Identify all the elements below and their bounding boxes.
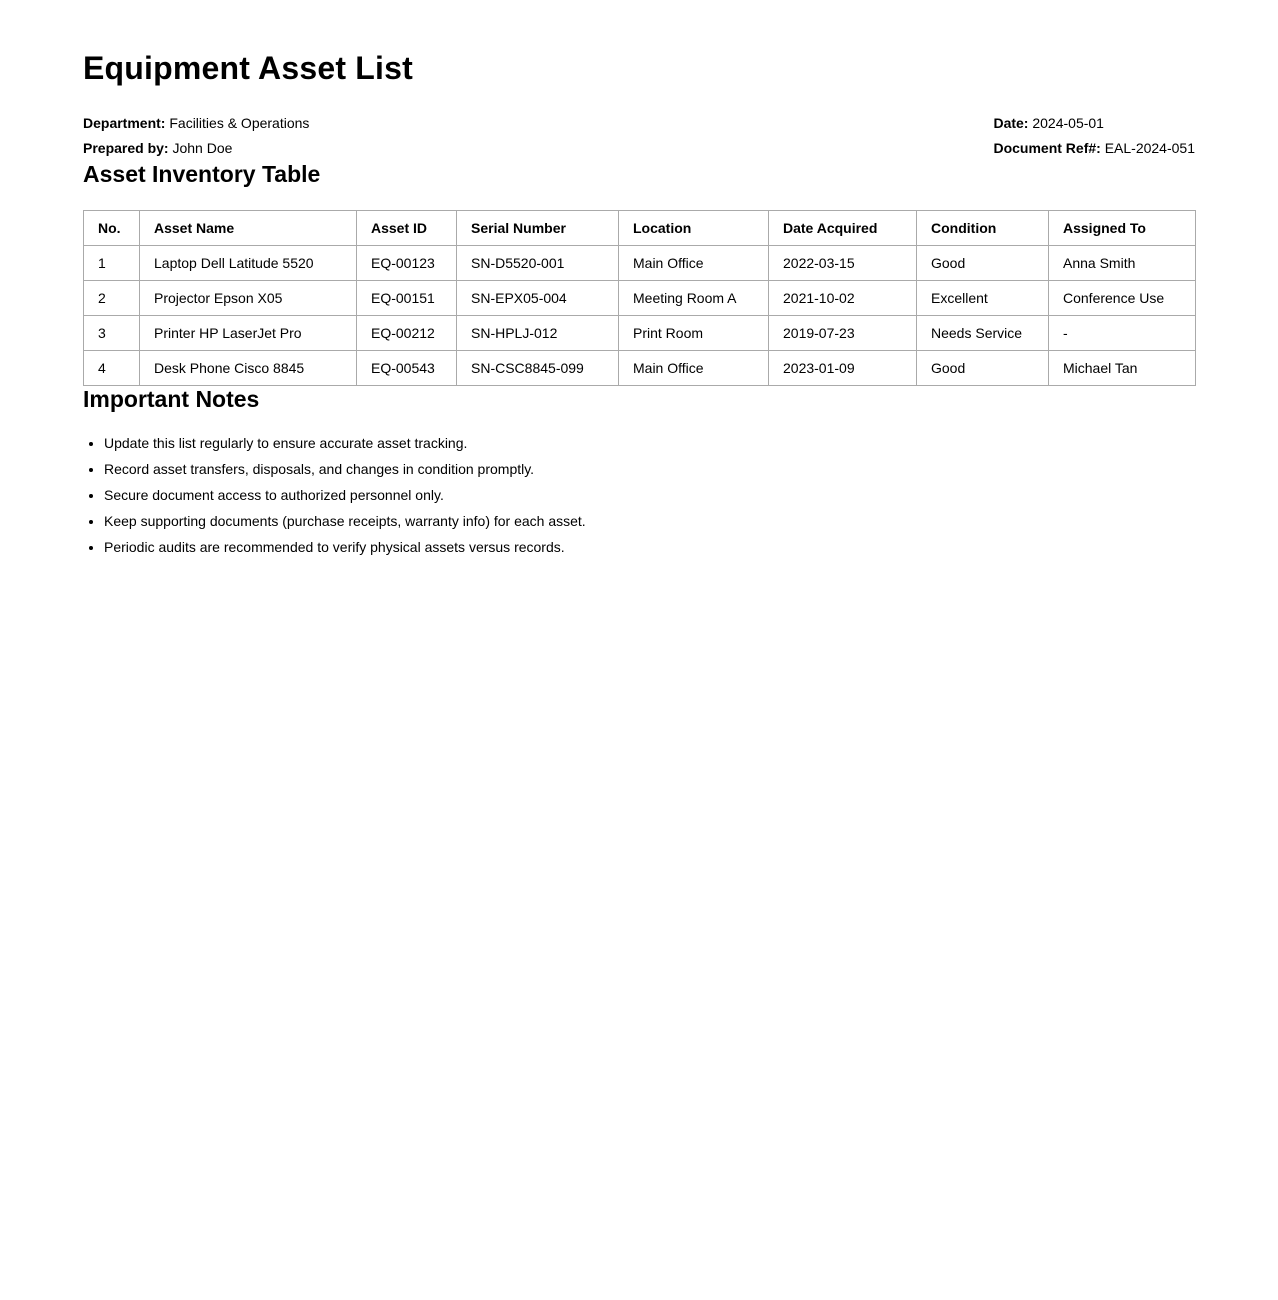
note-item: • Keep supporting documents (purchase receipts, warranty info) for each asset. <box>104 514 1195 529</box>
table-cell: Good <box>917 351 1049 386</box>
table-cell: 1 <box>84 246 140 281</box>
table-cell: Needs Service <box>917 316 1049 351</box>
note-item: • Update this list regularly to ensure accurate asset tracking. <box>104 436 1195 451</box>
table-cell: SN-D5520-001 <box>457 246 619 281</box>
column-header: Serial Number <box>457 211 619 246</box>
table-cell: Printer HP LaserJet Pro <box>140 316 357 351</box>
table-cell: 2023-01-09 <box>769 351 917 386</box>
prepared-by-label: Prepared by: <box>83 139 169 156</box>
column-header: Location <box>619 211 769 246</box>
table-cell: EQ-00543 <box>357 351 457 386</box>
department-label: Department: <box>83 114 166 131</box>
table-cell: EQ-00123 <box>357 246 457 281</box>
table-cell: 2021-10-02 <box>769 281 917 316</box>
table-cell: SN-CSC8845-099 <box>457 351 619 386</box>
table-row <box>84 316 1196 351</box>
table-cell: Main Office <box>619 246 769 281</box>
asset-inventory-table <box>83 210 1196 386</box>
table-cell: 4 <box>84 351 140 386</box>
column-header: Asset ID <box>357 211 457 246</box>
column-header: Assigned To <box>1049 211 1196 246</box>
column-header: No. <box>84 211 140 246</box>
date-value: 2024-05-01 <box>1032 114 1104 131</box>
column-header: Date Acquired <box>769 211 917 246</box>
table-cell: Conference Use <box>1049 281 1196 316</box>
department-value: Facilities & Operations <box>169 114 310 131</box>
table-row <box>84 351 1196 386</box>
table-cell: 2022-03-15 <box>769 246 917 281</box>
table-cell: 2 <box>84 281 140 316</box>
table-cell: Excellent <box>917 281 1049 316</box>
table-cell: 2019-07-23 <box>769 316 917 351</box>
table-cell: Main Office <box>619 351 769 386</box>
table-cell: - <box>1049 316 1196 351</box>
table-cell: Print Room <box>619 316 769 351</box>
inventory-section-heading: Asset Inventory Table <box>83 160 321 187</box>
meta-left-block <box>83 111 309 161</box>
table-cell: Projector Epson X05 <box>140 281 357 316</box>
table-cell: Anna Smith <box>1049 246 1196 281</box>
page-title: Equipment Asset List <box>83 50 413 86</box>
table-row <box>84 281 1196 316</box>
doc-ref-label: Document Ref#: <box>993 139 1101 156</box>
document-meta <box>83 111 1195 161</box>
date-line <box>993 111 1195 136</box>
table-cell: Laptop Dell Latitude 5520 <box>140 246 357 281</box>
note-item: • Secure document access to authorized personnel only. <box>104 488 1195 503</box>
table-cell: Meeting Room A <box>619 281 769 316</box>
inventory-table-body <box>84 246 1196 386</box>
notes-section-heading: Important Notes <box>83 386 260 413</box>
prepared-by-line <box>83 136 309 161</box>
column-header: Condition <box>917 211 1049 246</box>
note-item: • Periodic audits are recommended to verify physical assets versus records. <box>104 540 1195 555</box>
department-line <box>83 111 309 136</box>
table-cell: EQ-00151 <box>357 281 457 316</box>
notes-list <box>83 436 1195 555</box>
prepared-by-value: John Doe <box>172 139 233 156</box>
table-cell: EQ-00212 <box>357 316 457 351</box>
doc-ref-line <box>993 136 1195 161</box>
table-row <box>84 246 1196 281</box>
inventory-header-row <box>84 211 1196 246</box>
document-page <box>0 0 1278 555</box>
table-cell: 3 <box>84 316 140 351</box>
doc-ref-value: EAL-2024-051 <box>1104 139 1195 156</box>
date-label: Date: <box>993 114 1029 131</box>
table-cell: Good <box>917 246 1049 281</box>
column-header: Asset Name <box>140 211 357 246</box>
table-cell: Michael Tan <box>1049 351 1196 386</box>
note-item: • Record asset transfers, disposals, and changes in condition promptly. <box>104 462 1195 477</box>
table-cell: Desk Phone Cisco 8845 <box>140 351 357 386</box>
meta-right-block <box>993 111 1195 161</box>
table-cell: SN-EPX05-004 <box>457 281 619 316</box>
table-cell: SN-HPLJ-012 <box>457 316 619 351</box>
